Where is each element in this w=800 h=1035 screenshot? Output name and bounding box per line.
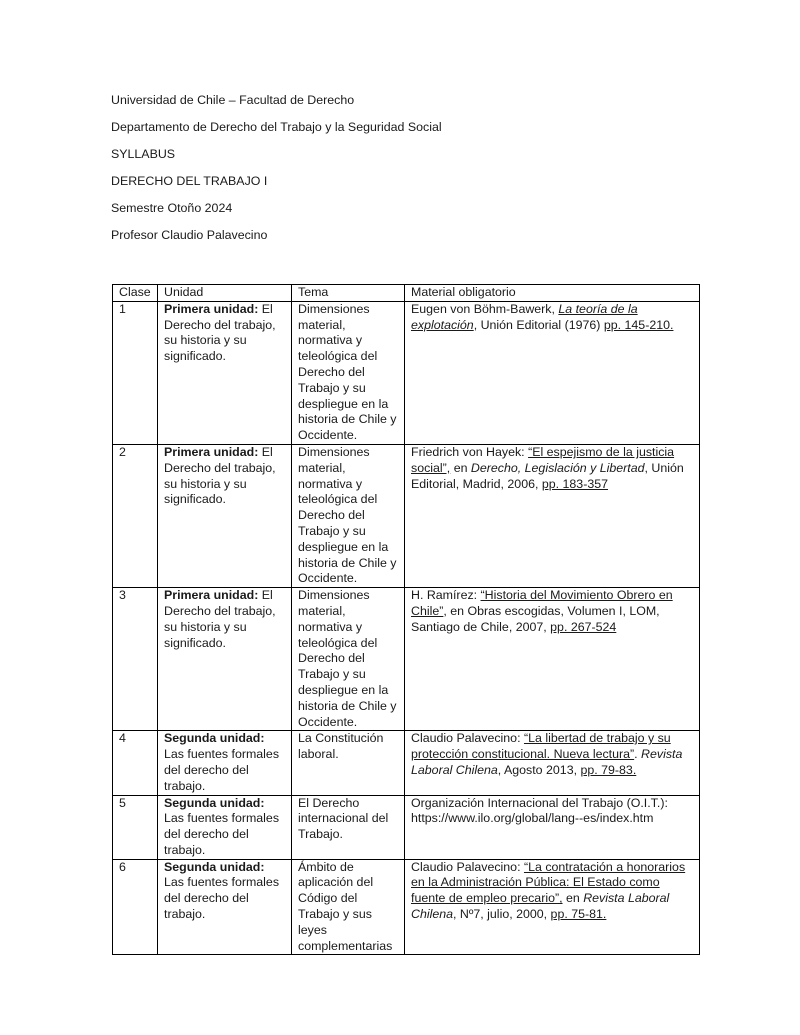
cell-tema: La Constitución laboral.: [292, 731, 405, 795]
material-journal: Revista Laboral Chilena: [411, 747, 683, 777]
unidad-label: Primera unidad:: [164, 588, 259, 603]
header-material: Material obligatorio: [405, 285, 700, 302]
cell-material: [405, 444, 700, 587]
cell-clase: 5: [113, 795, 158, 859]
material-pages-link[interactable]: pp. 267-524: [550, 619, 617, 634]
header-unidad: Unidad: [158, 285, 292, 302]
unidad-label: Segunda unidad:: [164, 795, 265, 810]
table-row: [113, 444, 700, 587]
header-department: Departamento de Derecho del Trabajo y la Seguridad Social: [111, 120, 442, 135]
table-header-row: [113, 285, 700, 302]
cell-clase: 3: [113, 588, 158, 731]
material-author: Claudio Palavecino:: [411, 859, 524, 874]
unidad-label: Segunda unidad:: [164, 859, 265, 874]
cell-material: [405, 301, 700, 444]
material-text: Organización Internacional del Trabajo (O.I.T.): https://www.ilo.org/global/lang--es/index.htm: [411, 795, 668, 826]
unidad-text: Las fuentes formales del derecho del trabajo.: [164, 811, 280, 857]
unidad-label: Segunda unidad:: [164, 731, 265, 746]
table-row: [113, 588, 700, 731]
unidad-label: Primera unidad:: [164, 444, 259, 459]
document-header: [111, 93, 442, 256]
unidad-text: El Derecho del trabajo, su historia y su significado.: [164, 444, 276, 507]
material-pages-link[interactable]: pp. 75-81.: [550, 907, 607, 922]
table-row: [113, 795, 700, 859]
cell-tema: El Derecho internacional del Trabajo.: [292, 795, 405, 859]
table-row: [113, 301, 700, 444]
material-title-link[interactable]: “La contratación a honorarios en la Administración Pública: El Estado como fuente de empleo precario”,: [411, 859, 686, 906]
table-row: [113, 859, 700, 955]
material-author: Claudio Palavecino:: [411, 731, 524, 746]
material-publisher: , Unión Editorial (1976): [473, 317, 604, 332]
unidad-text: Las fuentes formales del derecho del trabajo.: [164, 875, 280, 922]
cell-clase: 2: [113, 444, 158, 587]
cell-unidad: [158, 444, 292, 587]
cell-unidad: [158, 859, 292, 955]
header-professor: Profesor Claudio Palavecino: [111, 228, 268, 243]
cell-clase: 6: [113, 859, 158, 955]
table-row: [113, 731, 700, 795]
syllabus-table: [112, 284, 700, 955]
material-publisher: , en Obras escogidas, Volumen I, LOM, Santiago de Chile, 2007,: [411, 603, 660, 634]
cell-tema: Ámbito de aplicación del Código del Trabajo y sus leyes complementarias: [292, 859, 405, 955]
cell-unidad: [158, 731, 292, 795]
material-author: Friedrich von Hayek:: [411, 444, 529, 459]
material-title-link[interactable]: “Historia del Movimiento Obrero en Chile”: [411, 588, 673, 618]
cell-unidad: [158, 588, 292, 731]
material-connector: en: [450, 460, 471, 475]
cell-tema: Dimensiones material, normativa y teleológica del Derecho del Trabajo y su despliegue en la historia de Chile y Occidente.: [292, 588, 405, 731]
cell-material: [405, 795, 700, 859]
material-author: H. Ramírez:: [411, 588, 481, 603]
header-semester: Semestre Otoño 2024: [111, 201, 233, 216]
material-author: Eugen von Böhm-Bawerk,: [411, 301, 559, 316]
material-title-link[interactable]: “El espejismo de la justicia social”,: [411, 444, 675, 475]
material-book-title: Derecho, Legislación y Libertad: [470, 460, 645, 475]
material-date: , Nº7, julio, 2000,: [453, 907, 551, 922]
header-tema: Tema: [292, 285, 405, 302]
cell-material: [405, 731, 700, 795]
material-pages-link[interactable]: pp. 183-357: [541, 476, 608, 491]
material-connector: en: [562, 891, 584, 906]
cell-material: [405, 588, 700, 731]
material-pages-link[interactable]: pp. 145-210.: [603, 317, 674, 332]
header-university: Universidad de Chile – Facultad de Derecho: [111, 93, 355, 107]
header-course: DERECHO DEL TRABAJO I: [111, 174, 268, 189]
material-connector: .: [634, 747, 642, 762]
material-title-link[interactable]: “La libertad de trabajo y su protección constitucional. Nueva lectura”: [411, 731, 671, 762]
unidad-text: Las fuentes formales del derecho del trabajo.: [164, 747, 280, 793]
cell-unidad: [158, 301, 292, 444]
cell-clase: 4: [113, 731, 158, 795]
cell-tema: Dimensiones material, normativa y teleológica del Derecho del Trabajo y su despliegue en la historia de Chile y Occidente.: [292, 444, 405, 587]
cell-material: [405, 859, 700, 955]
unidad-text: El Derecho del trabajo, su historia y su significado.: [164, 301, 276, 364]
material-pages-link[interactable]: pp. 79-83.: [580, 762, 637, 777]
header-doc-type: SYLLABUS: [111, 147, 176, 162]
cell-tema: Dimensiones material, normativa y teleológica del Derecho del Trabajo y su despliegue en la historia de Chile y Occidente.: [292, 301, 405, 444]
unidad-text: El Derecho del trabajo, su historia y su significado.: [164, 588, 276, 650]
unidad-label: Primera unidad:: [164, 301, 259, 316]
material-date: , Agosto 2013,: [497, 762, 581, 777]
header-clase: Clase: [113, 285, 158, 302]
cell-unidad: [158, 795, 292, 859]
material-journal: Revista Laboral Chilena: [411, 891, 670, 922]
material-publisher: , Unión Editorial, Madrid, 2006,: [411, 460, 684, 491]
material-title-link[interactable]: La teoría de la explotación: [411, 301, 638, 332]
cell-clase: 1: [113, 301, 158, 444]
